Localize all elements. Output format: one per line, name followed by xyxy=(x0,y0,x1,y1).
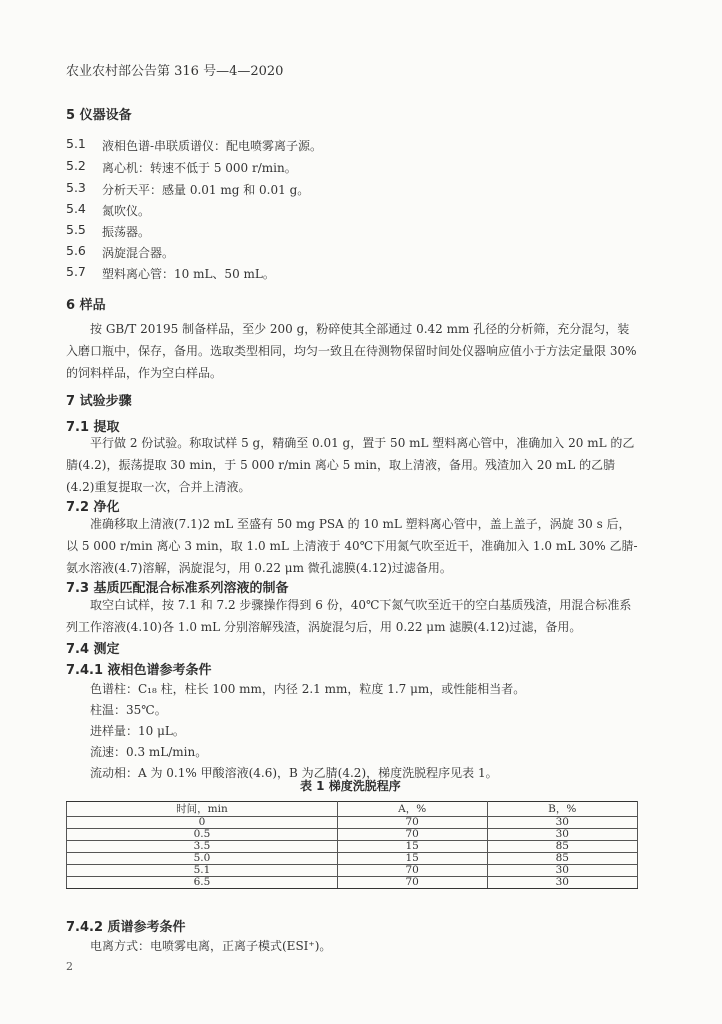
section-6-paragraph: 按 GB/T 20195 制备样品，至少 200 g，粉碎使其全部通过 0.42 mm 孔径的分析筛，充分混匀，装入磨口瓶中，保存，备用。选取类型相同，均匀一致且在待测物保留时间处仪器响应值小于方法定量限 30% 的饲料样品，作为空白样品。 xyxy=(66,322,637,380)
item-text: 分析天平：感量 0.01 mg 和 0.01 g。 xyxy=(102,183,310,197)
table-cell: 70 xyxy=(337,877,487,889)
table-cell: 5.1 xyxy=(67,865,338,877)
section-7-4-1-title: 7.4.1 液相色谱参考条件 xyxy=(66,663,212,678)
lc-condition-line: 流动相：A 为 0.1% 甲酸溶液(4.6)，B 为乙腈(4.2)，梯度洗脱程序见表 1。 xyxy=(90,766,498,780)
item-text: 液相色谱-串联质谱仪：配电喷雾离子源。 xyxy=(102,139,323,153)
item-text: 离心机：转速不低于 5 000 r/min。 xyxy=(102,161,297,175)
table-row xyxy=(67,829,638,841)
section-7-3-paragraph: 取空白试样，按 7.1 和 7.2 步骤操作得到 6 份，40℃下氮气吹至近干的空白基质残渣，用混合标准系列工作溶液(4.10)各 1.0 mL 分别溶解残渣，涡旋混匀后，用 0.22 μm 滤膜(4.12)过滤，备用。 xyxy=(66,598,632,634)
table-cell: 70 xyxy=(337,829,487,841)
table-cell: 0.5 xyxy=(67,829,338,841)
item-text: 振荡器。 xyxy=(102,225,151,239)
item-number: 5.5 xyxy=(66,222,86,237)
table-header-row xyxy=(67,802,638,817)
section-7-1-title: 7.1 提取 xyxy=(66,420,120,435)
table-header-a: A，% xyxy=(337,802,487,817)
table-cell: 3.5 xyxy=(67,841,338,853)
lc-condition-line: 进样量：10 μL。 xyxy=(90,724,185,738)
item-text: 塑料离心管：10 mL、50 mL。 xyxy=(102,267,275,281)
item-number: 5.3 xyxy=(66,180,86,195)
page-number: 2 xyxy=(66,960,73,973)
table-row xyxy=(67,817,638,829)
section-7-4-2-title: 7.4.2 质谱参考条件 xyxy=(66,920,186,935)
table-cell: 15 xyxy=(337,853,487,865)
table-cell: 70 xyxy=(337,865,487,877)
item-text: 氮吹仪。 xyxy=(102,204,151,218)
table-cell: 30 xyxy=(487,817,637,829)
table-cell: 30 xyxy=(487,829,637,841)
section-7-2-title: 7.2 净化 xyxy=(66,500,120,515)
section-7-4-title: 7.4 测定 xyxy=(66,642,120,657)
table-cell: 85 xyxy=(487,841,637,853)
gradient-table xyxy=(66,801,638,889)
table-row xyxy=(67,877,638,889)
table-cell: 6.5 xyxy=(67,877,338,889)
item-number: 5.2 xyxy=(66,158,86,173)
table-cell: 85 xyxy=(487,853,637,865)
table-header-time: 时间，min xyxy=(67,802,338,817)
section-7-1-paragraph: 平行做 2 份试验。称取试样 5 g，精确至 0.01 g，置于 50 mL 塑料离心管中，准确加入 20 mL 的乙腈(4.2)，振荡提取 30 min，于 5 000 r/min 离心 5 min，取上清液，备用。残渣加入 20 mL 的乙腈(4.2)重复提取一次，合并上清液。 xyxy=(66,436,635,494)
table-caption: 表 1 梯度洗脱程序 xyxy=(300,779,401,793)
lc-condition-line: 色谱柱：C₁₈ 柱，柱长 100 mm，内径 2.1 mm，粒度 1.7 μm，或性能相当者。 xyxy=(90,682,526,696)
table-row xyxy=(67,865,638,877)
ms-condition-line: 电离方式：电喷雾电离，正离子模式(ESI⁺)。 xyxy=(90,939,332,953)
table-cell: 15 xyxy=(337,841,487,853)
item-number: 5.4 xyxy=(66,201,86,216)
table-cell: 30 xyxy=(487,877,637,889)
table-cell: 0 xyxy=(67,817,338,829)
table-header-b: B，% xyxy=(487,802,637,817)
lc-condition-line: 柱温：35℃。 xyxy=(90,703,167,717)
section-7-2-paragraph: 准确移取上清液(7.1)2 mL 至盛有 50 mg PSA 的 10 mL 塑料离心管中，盖上盖子，涡旋 30 s 后，以 5 000 r/min 离心 3 min，取 1.0 mL 上清液于 40℃下用氮气吹至近干，准确加入 1.0 mL 30% 乙腈-氨水溶液(4.7)溶解，涡旋混匀，用 0.22 μm 微孔滤膜(4.12)过滤备用。 xyxy=(66,517,638,575)
table-row xyxy=(67,853,638,865)
section-6-title: 6 样品 xyxy=(66,298,106,313)
lc-condition-line: 流速：0.3 mL/min。 xyxy=(90,745,208,759)
table-cell: 70 xyxy=(337,817,487,829)
section-7-title: 7 试验步骤 xyxy=(66,394,132,409)
section-5-title: 5 仪器设备 xyxy=(66,108,132,123)
section-7-3-title: 7.3 基质匹配混合标准系列溶液的制备 xyxy=(66,581,289,596)
item-number: 5.1 xyxy=(66,136,86,151)
page-header: 农业农村部公告第 316 号—4—2020 xyxy=(66,64,284,79)
item-number: 5.7 xyxy=(66,264,86,279)
table-cell: 30 xyxy=(487,865,637,877)
item-number: 5.6 xyxy=(66,243,86,258)
table-cell: 5.0 xyxy=(67,853,338,865)
item-text: 涡旋混合器。 xyxy=(102,246,175,260)
table-row xyxy=(67,841,638,853)
